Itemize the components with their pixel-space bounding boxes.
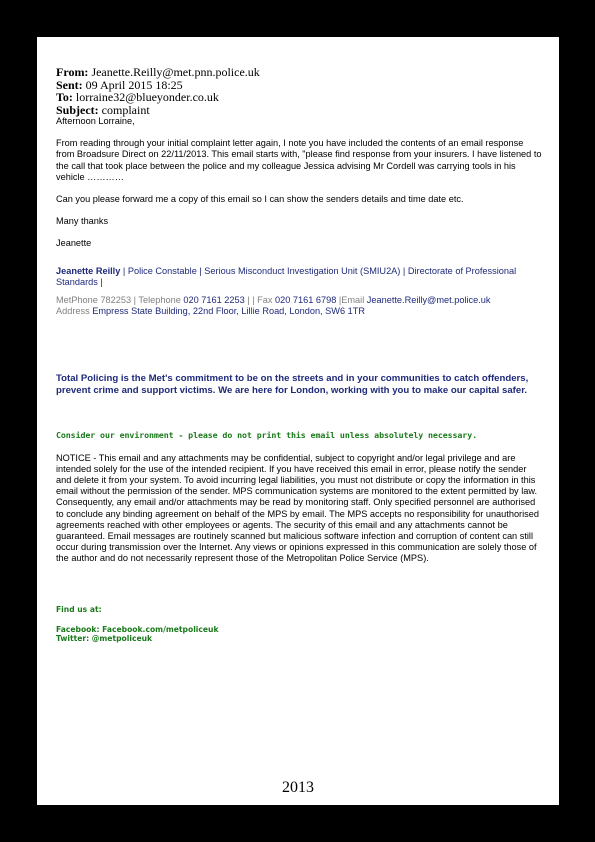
from-label: From:	[56, 65, 89, 79]
policing-statement: Total Policing is the Met's commitment to be on the streets and in your communities to catch offenders, prevent crime and support victims. We are here for London, working with you to make our capital safer.	[56, 373, 529, 396]
subject-line	[56, 104, 542, 117]
legal-notice: NOTICE - This email and any attachments may be confidential, subject to copyright and/or legal privilege and are intended solely for the use of the intended recipient. If you have received this email in error, please notify the sender and delete it from your system. To avoid incurring legal liabilities, you must not distribute or copy the information in this email without the permission of the sender. MPS communication systems are monitored to the extent permitted by law. Consequently, any email and/or attachments may be read by monitoring staff. Only specified personnel are authorised to conclude any binding agreement on behalf of the MPS by email. The MPS accepts no responsibility for unauthorised agreements reached with other employees or agents. The security of this email and any attachments cannot be guaranteed. Email messages are routinely scanned but malicious software infection and corruption of content can still occur during transmission over the Internet. Any views or opinions expressed in this communication are solely those of the author and do not necessarily represent those of the Metropolitan Police Service (MPS).	[56, 452, 539, 564]
sent-label: Sent:	[56, 77, 83, 92]
signature-address-line	[56, 306, 542, 317]
find-us-label: Find us at:	[56, 604, 102, 614]
email-content	[56, 66, 542, 643]
greeting: Afternoon Lorraine,	[56, 116, 135, 126]
metphone-label: MetPhone	[56, 295, 98, 306]
from-value: Jeanette.Reilly@met.pnn.police.uk	[88, 65, 260, 79]
subject-value: complaint	[98, 102, 150, 117]
sent-value: 09 April 2015 18:25	[82, 77, 183, 92]
address-label: Address	[56, 306, 93, 317]
document-page	[37, 37, 559, 805]
signature-name: Jeanette Reilly	[56, 265, 121, 276]
email-link[interactable]: Jeanette.Reilly@met.police.uk	[366, 295, 491, 306]
to-value: lorraine32@blueyonder.co.uk	[72, 90, 219, 104]
to-label: To:	[56, 90, 73, 104]
sign-off: Jeanette	[56, 238, 92, 249]
address-value: Empress State Building, 22nd Floor, Lillie Road, London, SW6 1TR	[92, 306, 365, 317]
telephone-value: 020 7161 2253	[183, 295, 245, 306]
fax-label: | | Fax	[244, 295, 276, 306]
metphone-value: 782253	[97, 295, 132, 306]
body-paragraph-1: From reading through your initial complaint letter again, I note you have included the contents of an email response from Broadsure Direct on 22/11/2013. This email starts with, "please find response from your insurers. I have listened to the call that took place between the police and my colleague Jessica advising Mr Cordell was carrying tools in his vehicle …………	[56, 138, 542, 182]
telephone-label: | Telephone	[131, 295, 184, 306]
email-header	[56, 66, 542, 116]
facebook-link[interactable]: Facebook: Facebook.com/metpoliceuk	[56, 624, 219, 634]
signature-title: | Police Constable | Serious Misconduct Investigation Unit (SMIU2A) | Directorate of Professional Standards |	[56, 265, 517, 287]
environment-notice: Consider our environment - please do not print this email unless absolutely necessary.	[56, 430, 477, 441]
signature-name-line	[56, 266, 542, 288]
footer-year: 2013	[282, 779, 314, 796]
email-label: |Email	[336, 295, 367, 306]
signature-contact-line	[56, 295, 542, 306]
body-paragraph-2: Can you please forward me a copy of this email so I can show the senders details and time date etc.	[56, 194, 464, 205]
twitter-link[interactable]: Twitter: @metpoliceuk	[56, 633, 153, 643]
thanks: Many thanks	[56, 216, 109, 227]
fax-value: 020 7161 6798	[275, 295, 337, 306]
subject-label: Subject:	[56, 102, 99, 117]
